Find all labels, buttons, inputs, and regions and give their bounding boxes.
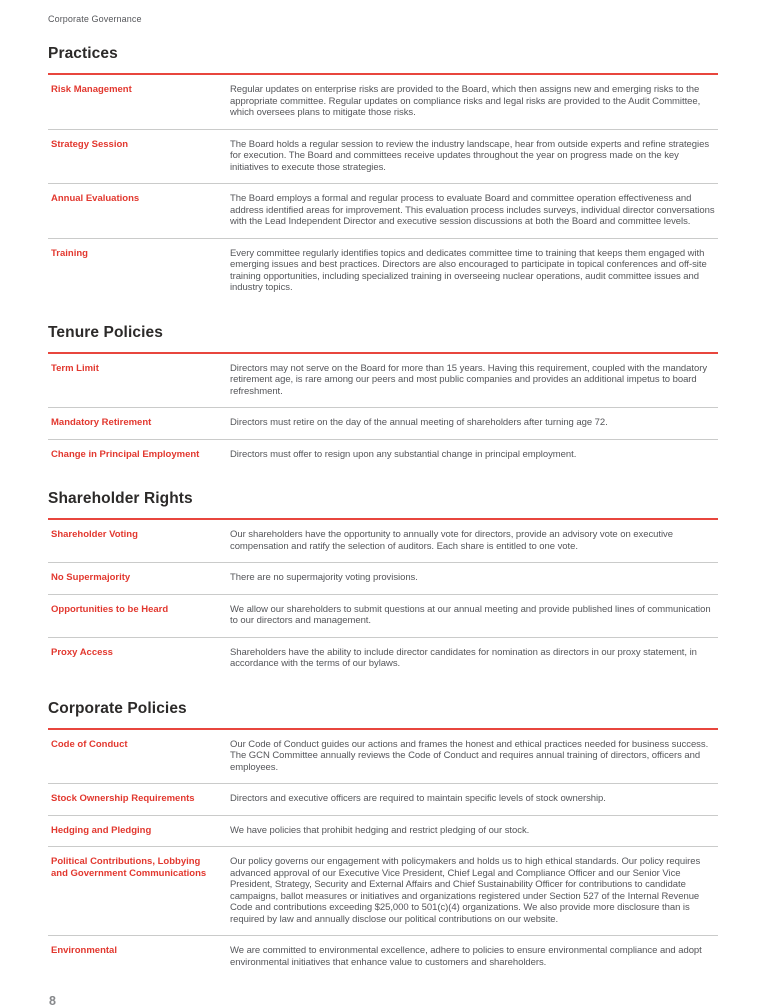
policy-row xyxy=(48,935,718,978)
policy-label: Term Limit xyxy=(51,362,99,374)
policy-row xyxy=(48,518,718,562)
policy-description: We allow our shareholders to submit questions at our annual meeting and provide published lines of communication to our directors and management. xyxy=(230,603,711,626)
policy-row xyxy=(48,594,718,637)
policy-description: We have policies that prohibit hedging and restrict pledging of our stock. xyxy=(230,824,530,836)
policy-row xyxy=(48,637,718,680)
policy-table xyxy=(48,728,718,979)
policy-row xyxy=(48,352,718,408)
policy-description: Directors must offer to resign upon any substantial change in principal employment. xyxy=(230,448,577,460)
policy-description: The Board holds a regular session to review the industry landscape, hear from outside experts and refine strategies for execution. The Board and committees receive updates throughout the year on progress made on the key initiatives to execute those strategies. xyxy=(230,138,710,173)
policy-description: Our policy governs our engagement with policymakers and holds us to high ethical standards. Our policy requires advanced approval of our Executive Vice President, Chief Legal and Compliance Officer and our Senior Vice President, Strategy, Security and External Affairs and Chief Sustainability Officer for contributions to candidate campaigns, ballot measures or initiatives and organizations registered under Section 527 of the Internal Revenue Code and contributions exceeding $25,000 to 501(c)(4) organizations. We also provide more disclosure than is required by law and annually disclose our political contributions on our website. xyxy=(230,856,701,925)
policy-label: Annual Evaluations xyxy=(51,193,140,204)
policy-label: Training xyxy=(51,247,88,259)
policy-description: Regular updates on enterprise risks are provided to the Board, which then assigns new and emerging risks to the appropriate committee. Regular updates on compliance risks and legal risks are provided to the Audit Committee, which oversees plans to mitigate those risks. xyxy=(230,84,701,118)
policy-description: Directors may not serve on the Board for more than 15 years. Having this requirement, coupled with the mandatory retirement age, is rare among our peers and most public companies and provides an additional impetus to board refreshment. xyxy=(230,362,708,397)
policy-description: Shareholders have the ability to include director candidates for nomination as directors in our proxy statement, in accordance with the terms of our bylaws. xyxy=(230,646,697,669)
policy-row xyxy=(48,562,718,594)
section-practices xyxy=(48,45,718,304)
policy-description: Directors and executive officers are required to maintain specific levels of stock ownership. xyxy=(230,793,606,804)
policy-label: Strategy Session xyxy=(51,138,129,150)
policy-description: Our shareholders have the opportunity to annually vote for directors, provide an advisory vote on executive compensation and ratify the selection of auditors. Each share is entitled to one vote. xyxy=(230,529,673,552)
policy-description: Every committee regularly identifies topics and dedicates committee time to training that keeps them engaged with emerging issues and best practices. Directors are also encouraged to participate in topical conferences and off-site training opportunities, including specialized training in overseeing nuclear operations, audit committee issues and industry topics. xyxy=(230,247,707,293)
policy-table xyxy=(48,352,718,471)
section-shareholder-rights xyxy=(48,490,718,680)
policy-row xyxy=(48,183,718,238)
policy-row xyxy=(48,129,718,184)
policy-label: Opportunities to be Heard xyxy=(51,603,169,615)
policy-label: No Supermajority xyxy=(51,572,131,583)
section-corporate-policies xyxy=(48,700,718,979)
policy-label: Risk Management xyxy=(51,84,132,95)
policy-row xyxy=(48,815,718,847)
policy-row xyxy=(48,783,718,815)
policy-label: Hedging and Pledging xyxy=(51,824,152,836)
policy-label: Shareholder Voting xyxy=(51,529,138,540)
policy-label: Code of Conduct xyxy=(51,738,128,750)
policy-row xyxy=(48,407,718,439)
policy-row xyxy=(48,846,718,935)
policy-table xyxy=(48,73,718,304)
policy-description: Directors must retire on the day of the annual meeting of shareholders after turning age 72. xyxy=(230,417,608,428)
section-title: Shareholder Rights xyxy=(48,490,193,507)
policy-description: The Board employs a formal and regular process to evaluate Board and committee operation effectiveness and address identified areas for improvement. This evaluation process includes surveys, individual director conversations with the Lead Independent Director and executive session discussions at both the Board and committee levels. xyxy=(230,193,715,227)
policy-label: Change in Principal Employment xyxy=(51,448,200,460)
policy-row xyxy=(48,439,718,471)
policy-table xyxy=(48,518,718,680)
page-number: 8 xyxy=(49,994,56,1008)
section-title: Corporate Policies xyxy=(48,699,187,717)
policy-description: Our Code of Conduct guides our actions and frames the honest and ethical practices needed for business success. The GCN Committee annually reviews the Code of Conduct and requires annual training of directors, officers and employees. xyxy=(230,738,709,773)
policy-row xyxy=(48,73,718,129)
section-title: Tenure Policies xyxy=(48,323,163,341)
policy-label: Stock Ownership Requirements xyxy=(51,793,195,804)
policy-label: Political Contributions, Lobbying and Government Communications xyxy=(51,856,207,879)
section-title: Practices xyxy=(48,45,118,62)
policy-row xyxy=(48,728,718,784)
policy-label: Mandatory Retirement xyxy=(51,417,152,428)
policy-label: Proxy Access xyxy=(51,646,113,658)
policy-description: There are no supermajority voting provisions. xyxy=(230,572,418,583)
running-header: Corporate Governance xyxy=(48,14,142,24)
section-tenure-policies xyxy=(48,324,718,471)
policy-label: Environmental xyxy=(51,945,117,956)
policy-description: We are committed to environmental excellence, adhere to policies to ensure environmental compliance and adopt environmental initiatives that enhance value to customers and shareholders. xyxy=(230,945,702,968)
policy-row xyxy=(48,238,718,304)
